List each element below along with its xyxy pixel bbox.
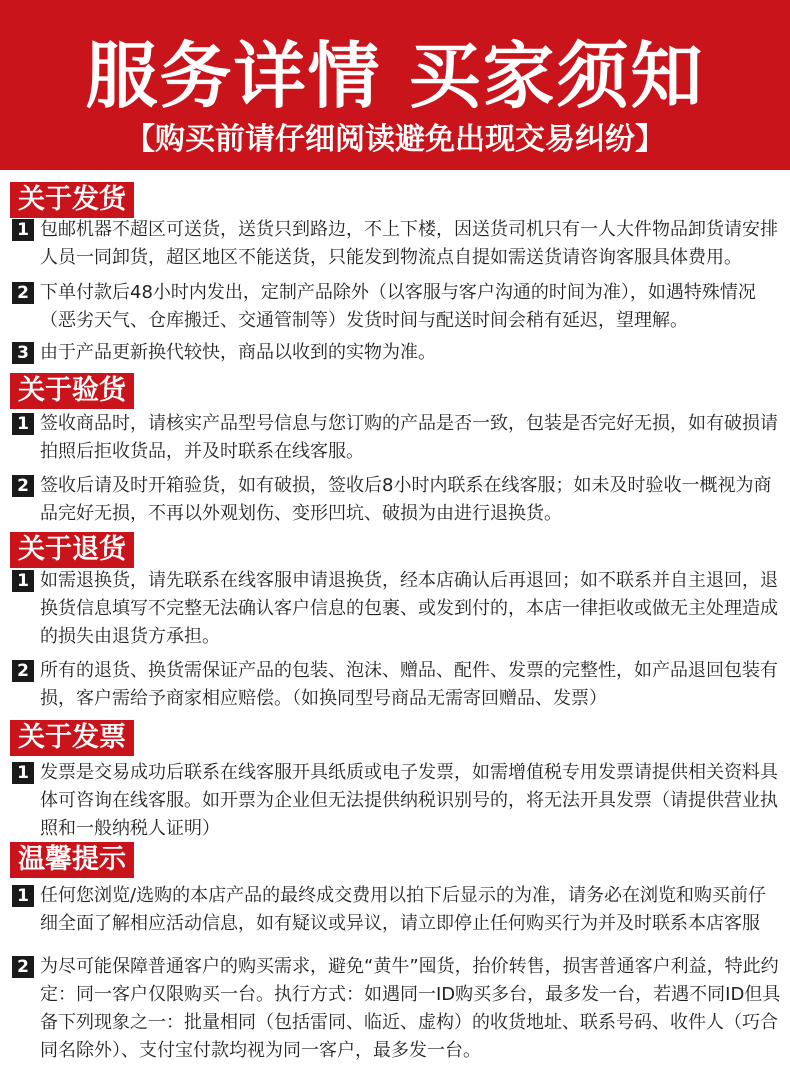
item-text: 所有的退货、换货需保证产品的包装、泡沫、赠品、配件、发票的完整性，如产品退回包装有损，客户需给予商家相应赔偿。（如换同型号商品无需寄回赠品、发票） bbox=[40, 660, 778, 709]
item-number: 1 bbox=[12, 219, 34, 241]
item-text: 包邮机器不超区可送货，送货只到路边，不上下楼，因送货司机只有一人大件物品卸货请安排人员一同卸货，超区地区不能送货，只能发到物流点自提如需送货请咨询客服具体费用。 bbox=[40, 219, 778, 268]
section-title-inspection: 关于验货 bbox=[10, 373, 134, 409]
item-text: 签收后请及时开箱验货，如有破损，签收后8小时内联系在线客服；如未及时验收一概视为商品完好无损，不再以外观划伤、变形凹坑、破损为由进行退换货。 bbox=[40, 475, 772, 524]
header-banner bbox=[0, 0, 790, 170]
section-title-tips: 温馨提示 bbox=[10, 842, 134, 878]
item-number: 2 bbox=[12, 282, 34, 304]
item-text: 任何您浏览/选购的本店产品的最终成交费用以拍下后显示的为准，请务必在浏览和购买前仔细全面了解相应活动信息，如有疑议或异议，请立即停止任何购买行为并及时联系本店客服 bbox=[40, 885, 767, 934]
item-text: 签收商品时，请核实产品型号信息与您订购的产品是否一致，包装是否完好无损，如有破损请拍照后拒收货品，并及时联系在线客服。 bbox=[40, 413, 778, 462]
item-number: 1 bbox=[12, 570, 34, 592]
item-number: 1 bbox=[12, 885, 34, 907]
page-title: 服务详情 买家须知 bbox=[85, 34, 705, 118]
section-title-returns: 关于退货 bbox=[10, 532, 134, 568]
item-text: 发票是交易成功后联系在线客服开具纸质或电子发票，如需增值税专用发票请提供相关资料具体可咨询在线客服。如开票为企业但无法提供纳税识别号的，将无法开具发票（请提供营业执照和一般纳税人证明） bbox=[40, 762, 778, 839]
item-text: 由于产品更新换代较快，商品以收到的实物为准。 bbox=[40, 342, 436, 363]
section-title-invoice: 关于发票 bbox=[10, 720, 134, 756]
item-number: 3 bbox=[12, 342, 34, 364]
page-subtitle: 【购买前请仔细阅读避免出现交易纠纷】 bbox=[125, 122, 665, 157]
item-text: 如需退换货，请先联系在线客服申请退换货，经本店确认后再退回；如不联系并自主退回，退换货信息填写不完整无法确认客户信息的包裹、或发到付的，本店一律拒收或做无主处理造成的损失由退货方承担。 bbox=[40, 570, 778, 647]
section-title-shipping: 关于发货 bbox=[10, 182, 134, 218]
item-number: 2 bbox=[12, 956, 34, 978]
item-number: 1 bbox=[12, 413, 34, 435]
item-number: 2 bbox=[12, 475, 34, 497]
item-text: 下单付款后48小时内发出，定制产品除外（以客服与客户沟通的时间为准），如遇特殊情况（恶劣天气、仓库搬迁、交通管制等）发货时间与配送时间会稍有延迟，望理解。 bbox=[40, 282, 756, 331]
item-number: 2 bbox=[12, 660, 34, 682]
item-number: 1 bbox=[12, 762, 34, 784]
item-text: 为尽可能保障普通客户的购买需求，避免“黄牛”囤货，抬价转售，损害普通客户利益，特此约定：同一客户仅限购买一台。执行方式：如遇同一ID购买多台，最多发一台，若遇不同ID但具备下列现象之一：批量相同（包括雷同、临近、虚构）的收货地址、联系号码、收件人（巧合同名除外）、支付宝付款均视为同一客户，最多发一台。 bbox=[40, 956, 781, 1061]
